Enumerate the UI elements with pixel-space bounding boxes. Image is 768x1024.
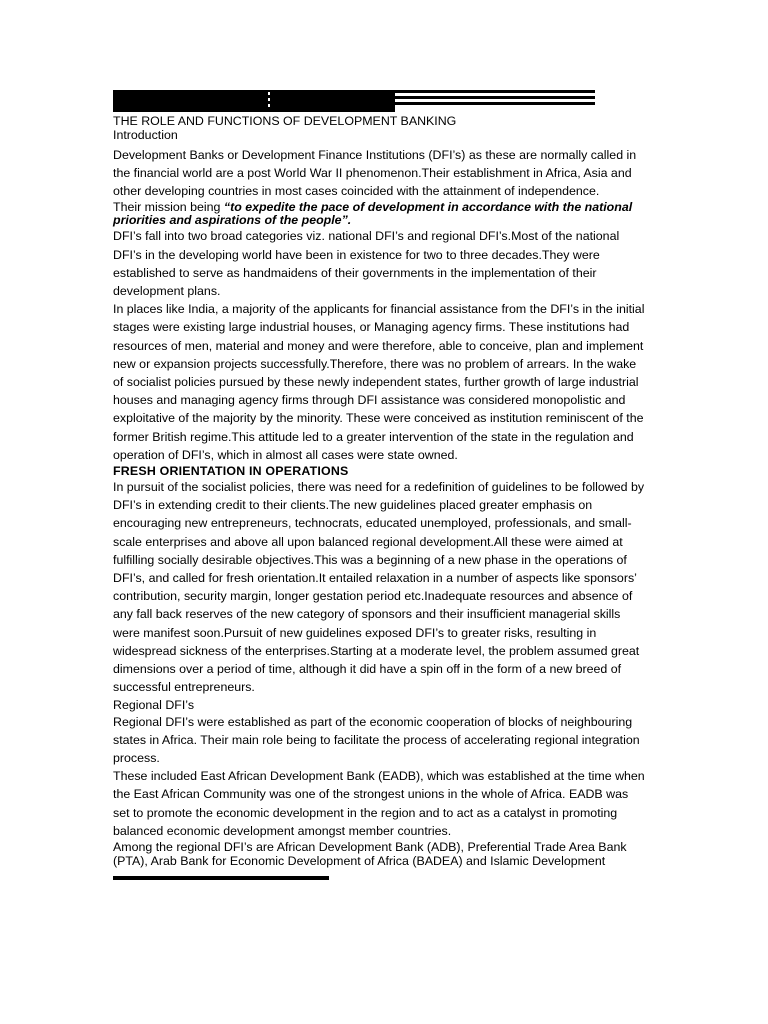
mission-prefix: Their mission being xyxy=(113,199,224,214)
header-decoration xyxy=(113,90,595,112)
paragraph-4: In pursuit of the socialist policies, there was need for a redefinition of guidelines to be followed by DFI’s in extending credit to their clients.The new guidelines placed greater emphasis on encouraging new entrepreneurs, technocrats, educated unemployed, professionals, and small-scale enterprises and above all upon balanced regional development.All these were aimed at fulfilling socially desirable objectives.This was a beginning of a new phase in the operations of DFI’s, and called for fresh orientation.It entailed relaxation in a number of aspects like sponsors’ contribution, security margin, longer gestation period etc.Inadequate resources and absence of any fall back reserves of the new category of sponsors and their insufficient managerial skills were manifest soon.Pursuit of new guidelines exposed DFI’s to greater risks, resulting in widespread sickness of the enterprises.Starting at a moderate level, the problem assumed great dimensions over a period of time, although it did have a spin off in the form of a new breed of successful entrepreneurs. xyxy=(113,480,645,695)
header-black-bar xyxy=(113,90,395,112)
mission-statement xyxy=(113,201,647,228)
section-heading-introduction: Introduction xyxy=(113,128,178,142)
section-heading-regional: Regional DFI’s xyxy=(113,697,195,712)
header-stripes xyxy=(395,90,595,112)
paragraph-7: Among the regional DFI’s are African Development Bank (ADB), Preferential Trade Area Bank (PTA), Arab Bank for Economic Development of Africa (BADEA) and Islamic Development xyxy=(113,839,627,868)
mission-quote: “to expedite the pace of development in accordance with the national priorities and aspirations of the people”. xyxy=(113,199,633,228)
footer-bar xyxy=(113,876,329,880)
paragraph-3: In places like India, a majority of the applicants for financial assistance from the DFI’s in the initial stages were existing large industrial houses, or Managing agency firms. These institutions had resources of men, material and money and were therefore, able to conceive, plan and implement new or expansion projects successfully.Therefore, there was no problem of arrears. In the wake of socialist policies pursued by these newly independent states, further growth of large industrial houses and managing agency firms through DFI assistance was considered monopolistic and exploitative of the majority by the minority. These were conceived as institution reminiscent of the former British regime.This attitude led to a greater intervention of the state in the regulation and operation of DFI’s, which in almost all cases were state owned. xyxy=(113,302,645,462)
document-title: THE ROLE AND FUNCTIONS OF DEVELOPMENT BANKING xyxy=(113,114,457,128)
paragraph-2: DFI’s fall into two broad categories viz. national DFI’s and regional DFI’s.Most of the national DFI’s in the developing world have been in existence for two to three decades.They were established to serve as handmaidens of their governments in the implementation of their development plans. xyxy=(113,229,620,299)
document-page xyxy=(113,90,647,868)
paragraph-6: These included East African Development Bank (EADB), which was established at the time when the East African Community was one of the strongest unions in the whole of Africa. EADB was set to promote the economic development in the region and to act as a catalyst in promoting balanced economic development amongst member countries. xyxy=(113,769,645,838)
paragraph-5: Regional DFI’s were established as part of the economic cooperation of blocks of neighbouring states in Africa. Their main role being to facilitate the process of accelerating regional integration process. xyxy=(113,714,640,765)
header-dotted-line xyxy=(268,92,270,110)
paragraph-1: Development Banks or Development Finance Institutions (DFI’s) as these are normally called in the financial world are a post World War II phenomenon.Their establishment in Africa, Asia and other developing countries in most cases coincided with the attainment of independence. xyxy=(113,148,637,199)
section-heading-fresh-orientation: FRESH ORIENTATION IN OPERATIONS xyxy=(113,464,349,479)
